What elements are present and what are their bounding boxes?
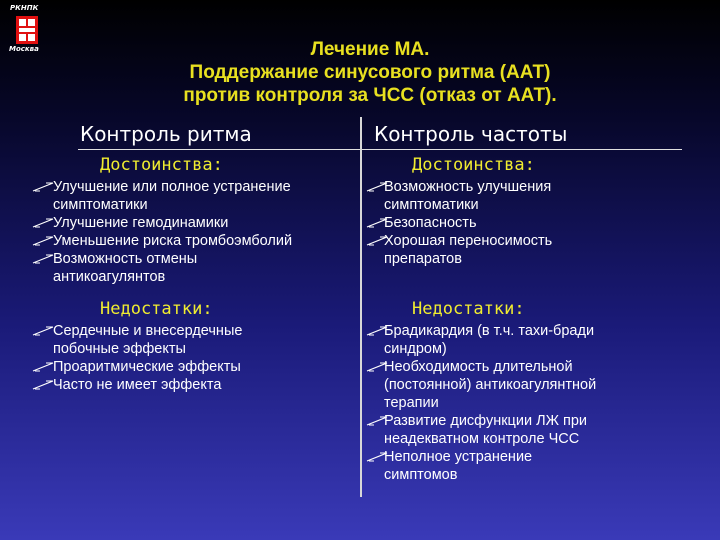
right-disadvantage-item: Неполное устранение <box>384 449 533 465</box>
right-advantage-item: Возможность улучшения <box>384 179 552 195</box>
left-advantages-label: Достоинства: <box>100 155 223 175</box>
title-line-1: Лечение МА. <box>310 39 430 60</box>
title-line-3: против контроля за ЧСС (отказ от ААТ). <box>183 85 557 106</box>
right-disadvantage-item: Развитие дисфункции ЛЖ при <box>384 413 588 429</box>
left-advantage-item: Возможность отмены <box>53 251 198 267</box>
right-disadvantage-item: симптомов <box>384 467 458 483</box>
logo <box>6 2 46 54</box>
right-disadvantage-item: Необходимость длительной <box>384 359 573 375</box>
pen-icon <box>32 323 54 333</box>
pen-icon <box>32 377 54 387</box>
pen-icon <box>32 359 54 369</box>
right-column-heading: Контроль частоты <box>374 122 568 146</box>
pen-icon <box>32 215 54 225</box>
pen-icon <box>32 179 54 189</box>
left-disadvantage-item: Часто не имеет эффекта <box>53 377 222 393</box>
right-advantage-item: препаратов <box>384 251 462 267</box>
right-advantages-label: Достоинства: <box>412 155 535 175</box>
right-advantage-item: Безопасность <box>384 215 477 231</box>
right-disadvantage-item: синдром) <box>384 341 447 357</box>
right-disadvantage-item: неадекватном контроле ЧСС <box>384 431 580 447</box>
right-disadvantage-item: (постоянной) антикоагулянтной <box>384 377 597 393</box>
left-disadvantage-item: Проаритмические эффекты <box>53 359 241 375</box>
left-advantage-item: Уменьшение риска тромбоэмболий <box>53 233 293 249</box>
right-advantage-item: Хорошая переносимость <box>384 233 553 249</box>
logo-top-text: РКНПК <box>10 4 39 12</box>
pen-icon <box>32 233 54 243</box>
left-advantage-item: симптоматики <box>53 197 148 213</box>
logo-emblem-icon <box>16 16 38 44</box>
left-disadvantage-item: побочные эффекты <box>53 341 186 357</box>
right-disadvantage-item: Брадикардия (в т.ч. тахи-бради <box>384 323 595 339</box>
left-column-heading: Контроль ритма <box>80 122 252 146</box>
slide-title <box>60 38 680 107</box>
right-advantage-item: симптоматики <box>384 197 479 213</box>
header-divider <box>78 149 682 150</box>
pen-icon <box>32 251 54 261</box>
logo-bottom-text: Москва <box>9 45 39 53</box>
left-disadvantages-label: Недостатки: <box>100 299 213 319</box>
right-disadvantage-item: терапии <box>384 395 439 411</box>
left-advantage-item: антикоагулянтов <box>53 269 166 285</box>
left-advantage-item: Улучшение гемодинамики <box>53 215 229 231</box>
column-divider <box>360 117 362 497</box>
right-disadvantages-label: Недостатки: <box>412 299 525 319</box>
left-advantage-item: Улучшение или полное устранение <box>53 179 291 195</box>
left-disadvantage-item: Сердечные и внесердечные <box>53 323 243 339</box>
title-line-2: Поддержание синусового ритма (ААТ) <box>189 62 551 83</box>
